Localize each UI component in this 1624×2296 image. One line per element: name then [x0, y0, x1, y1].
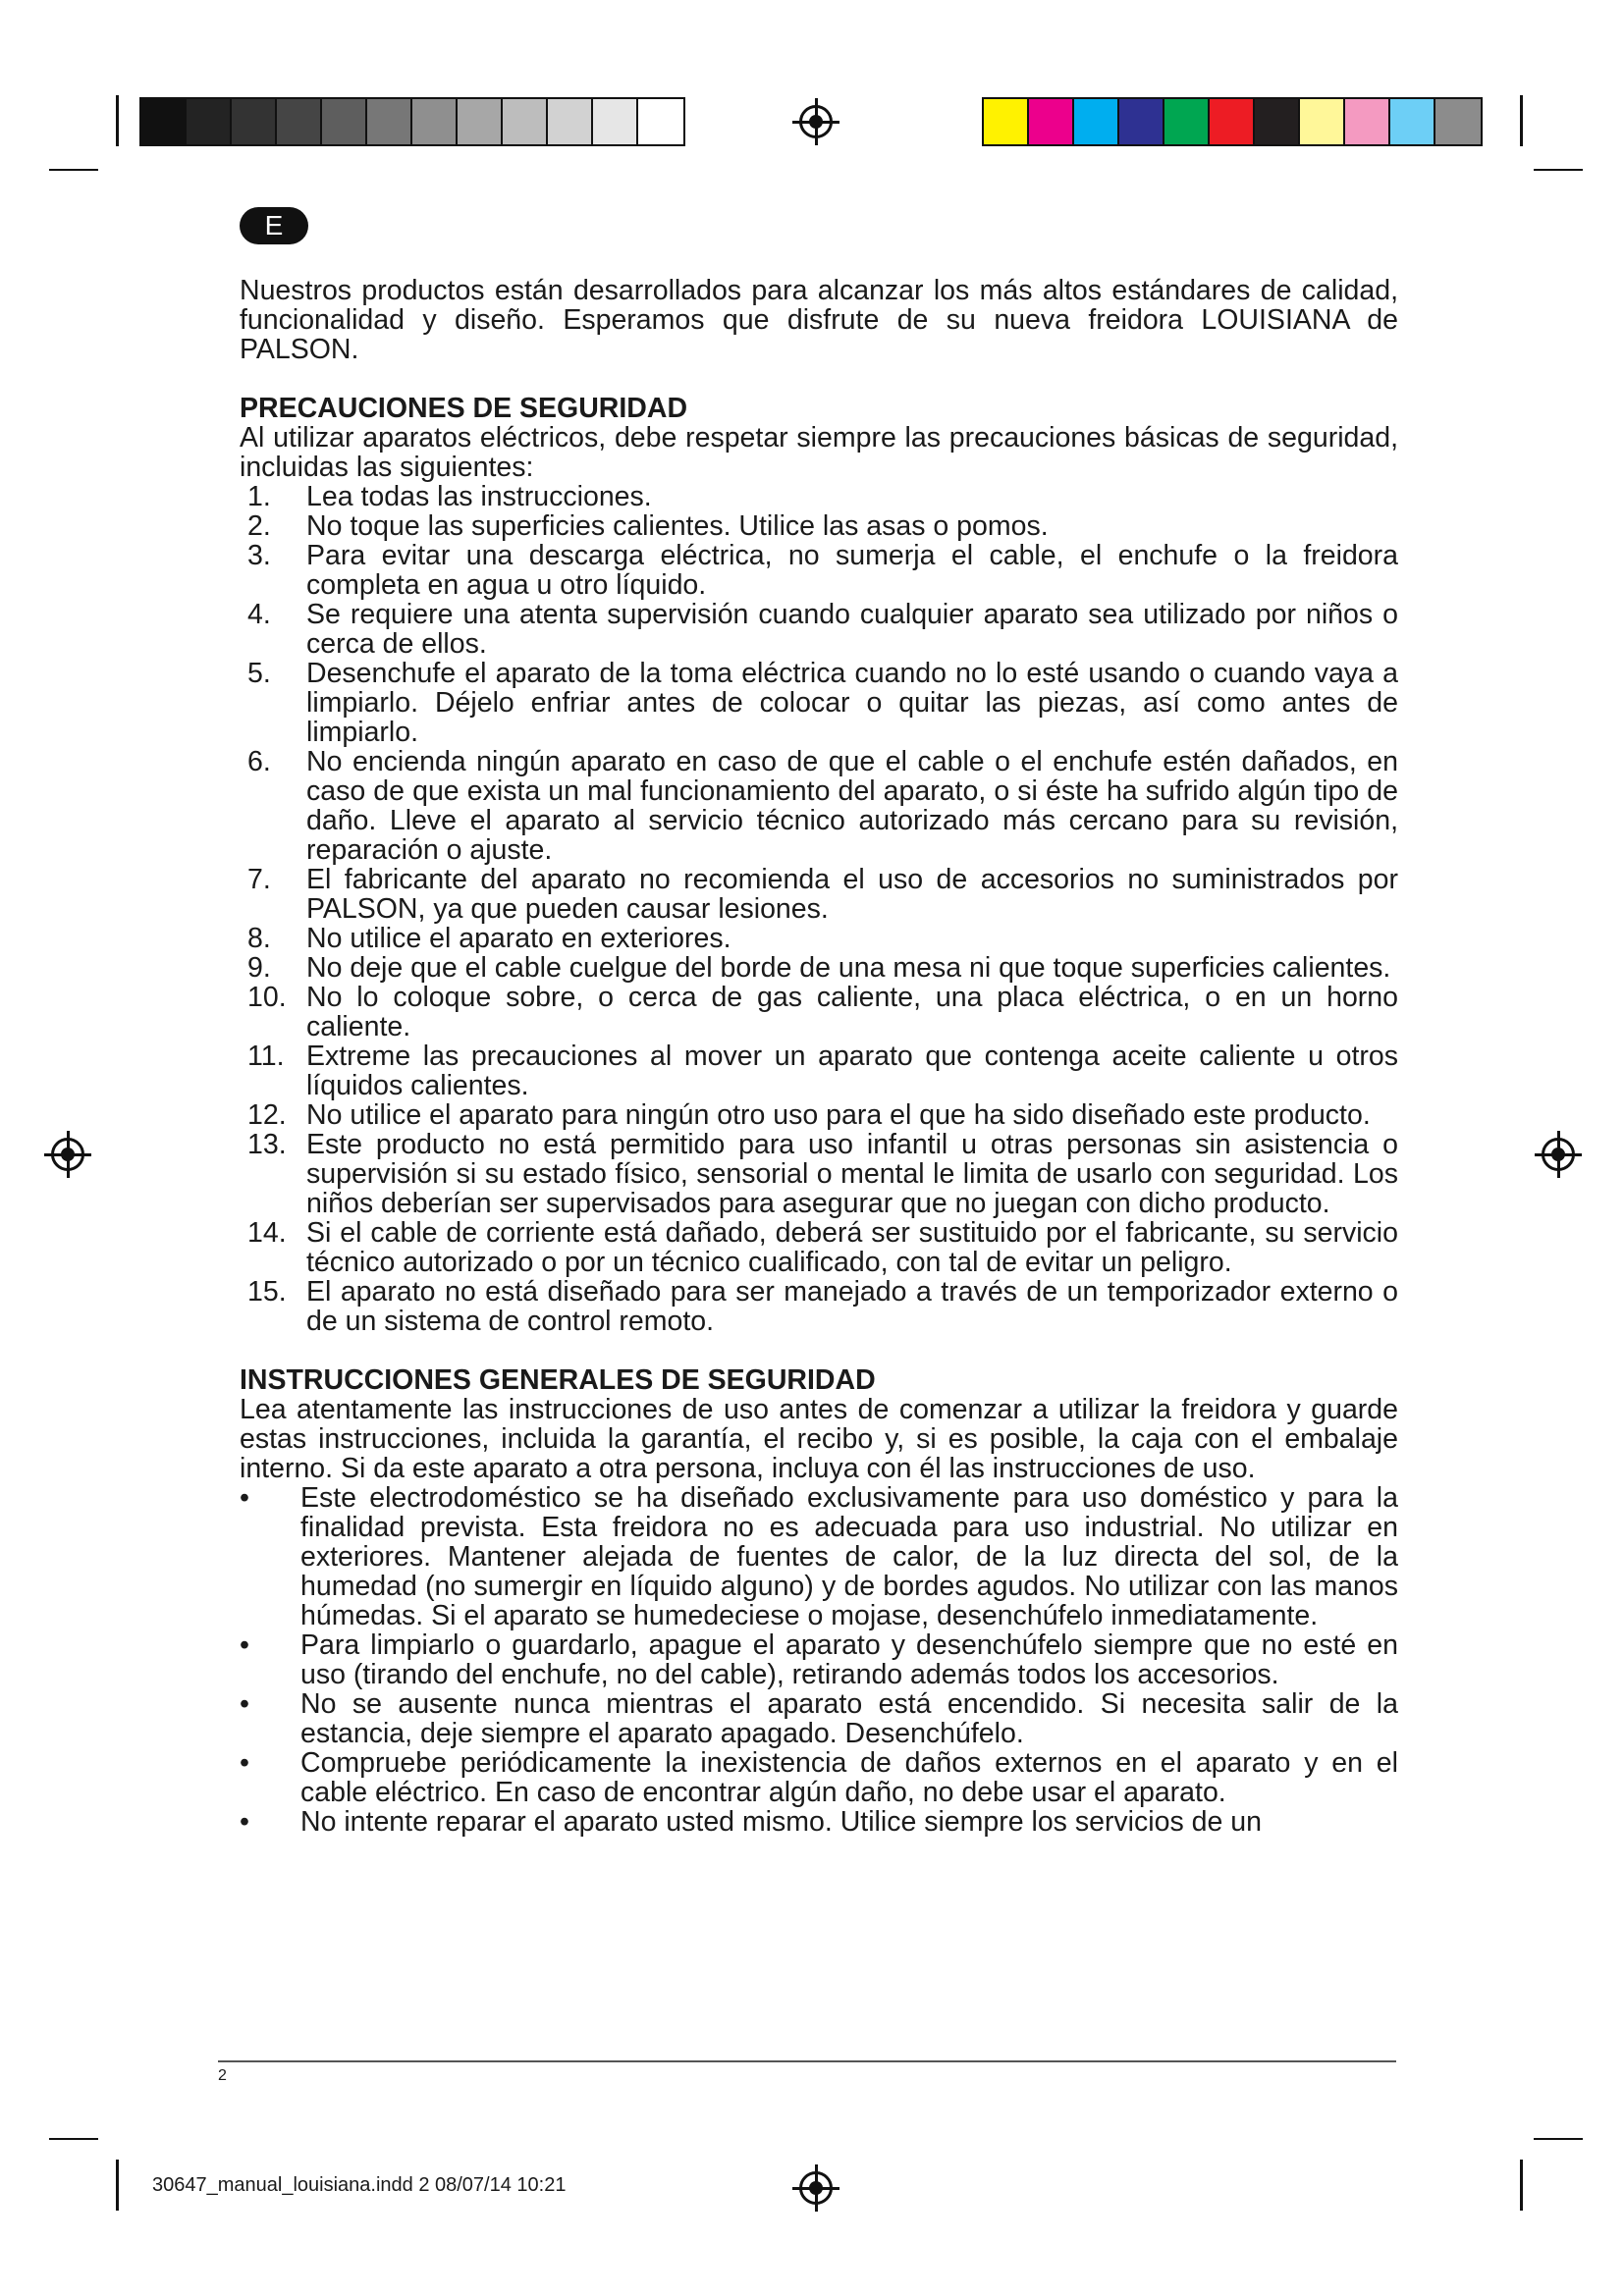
color-swatch: [412, 99, 458, 144]
item-text: No lo coloque sobre, o cerca de gas caliente, una placa eléctrica, o en un horno caliente.: [306, 982, 1398, 1042]
item-text: No utilice el aparato para ningún otro uso para el que ha sido diseñado este producto.: [306, 1099, 1371, 1131]
item-text: Se requiere una atenta supervisión cuando cualquier aparato sea utilizado por niños o cerca de ellos.: [306, 599, 1398, 660]
intro-paragraph: Nuestros productos están desarrollados para alcanzar los más altos estándares de calidad, funcionalidad y diseño. Esperamos que disfrute de su nueva freidora LOUISIANA de PALSON.: [240, 275, 1398, 365]
color-swatch: [1119, 99, 1164, 144]
color-swatch: [638, 99, 683, 144]
item-number: 8.: [247, 923, 271, 954]
item-number: 7.: [247, 864, 271, 895]
item-number: 13.: [247, 1129, 287, 1160]
file-slug: 30647_manual_louisiana.indd 2 08/07/14 10:21: [152, 2174, 567, 2196]
item-text: El aparato no está diseñado para ser manejado a través de un temporizador externo o de un sistema de control remoto.: [306, 1276, 1398, 1337]
color-swatch: [1255, 99, 1300, 144]
precautions-list: [240, 482, 1398, 1336]
item-text: Compruebe periódicamente la inexistencia de daños externos en el aparato y en el cable eléctrico. En caso de encontrar algún daño, no debe usar el aparato.: [300, 1747, 1398, 1808]
color-swatch: [1210, 99, 1255, 144]
color-swatch: [1300, 99, 1345, 144]
item-number: 9.: [247, 952, 271, 984]
item-text: El fabricante del aparato no recomienda el uso de accesorios no suministrados por PALSON, ya que pueden causar lesiones.: [306, 864, 1398, 925]
general-item: [240, 1630, 1398, 1689]
color-swatch: [984, 99, 1029, 144]
color-swatch: [548, 99, 593, 144]
document-body: [240, 276, 1398, 1837]
item-text: No intente reparar el aparato usted mismo. Utilice siempre los servicios de un: [300, 1806, 1262, 1838]
general-lead: Lea atentamente las instrucciones de uso antes de comenzar a utilizar la freidora y guarde estas instrucciones, incluida la garantía, el recibo y, si es posible, la caja con el embalaje interno. Si da este aparato a otra persona, incluya con él las instrucciones de uso.: [240, 1394, 1398, 1484]
registration-mark-icon: [1542, 1138, 1575, 1171]
color-swatch: [187, 99, 232, 144]
item-text: Este electrodoméstico se ha diseñado exclusivamente para uso doméstico y para la finalidad prevista. Esta freidora no es adecuada para uso industrial. No utilizar en exteriores. Mantener alejada de fuentes de calor, de la luz directa del sol, de la humedad (no sumergir en líquido alguno) y de bordes agudos. No utilizar con las manos húmedas. Si el aparato se humedeciese o mojase, desenchúfelo inmediatamente.: [300, 1482, 1398, 1631]
crop-mark: [1534, 2138, 1583, 2140]
precaution-item: [240, 482, 1398, 511]
general-item: [240, 1748, 1398, 1807]
color-swatch: [277, 99, 322, 144]
bullet-icon: •: [240, 1747, 249, 1779]
item-text: Extreme las precauciones al mover un aparato que contenga aceite caliente u otros líquidos calientes.: [306, 1041, 1398, 1101]
precaution-item: [240, 1218, 1398, 1277]
color-swatch: [593, 99, 638, 144]
crop-mark: [1520, 2160, 1523, 2211]
item-text: No deje que el cable cuelgue del borde de una mesa ni que toque superficies calientes.: [306, 952, 1391, 984]
precaution-item: [240, 1100, 1398, 1130]
crop-mark: [116, 2160, 119, 2211]
item-number: 4.: [247, 599, 271, 630]
general-item: [240, 1483, 1398, 1630]
bullet-icon: •: [240, 1688, 249, 1720]
precautions-lead: Al utilizar aparatos eléctricos, debe respetar siempre las precauciones básicas de seguridad, incluidas las siguientes:: [240, 422, 1398, 483]
item-number: 2.: [247, 510, 271, 542]
item-number: 15.: [247, 1276, 287, 1308]
item-number: 14.: [247, 1217, 287, 1249]
registration-mark-icon: [51, 1138, 84, 1171]
general-item: [240, 1807, 1398, 1837]
bullet-icon: •: [240, 1806, 249, 1838]
crop-mark: [49, 2138, 98, 2140]
precaution-item: [240, 1130, 1398, 1218]
crop-mark: [1520, 95, 1523, 146]
item-text: Para limpiarlo o guardarlo, apague el aparato y desenchúfelo siempre que no esté en uso (tirando del enchufe, no del cable), retirando además todos los accesorios.: [300, 1629, 1398, 1690]
color-calibration-bar: [982, 97, 1483, 146]
precautions-heading: PRECAUCIONES DE SEGURIDAD: [240, 393, 688, 424]
registration-mark-icon: [799, 105, 833, 138]
crop-mark: [1534, 169, 1583, 171]
item-number: 11.: [247, 1041, 285, 1072]
general-list: [240, 1483, 1398, 1837]
precaution-item: [240, 511, 1398, 541]
color-swatch: [1390, 99, 1435, 144]
crop-mark: [49, 169, 98, 171]
general-heading: INSTRUCCIONES GENERALES DE SEGURIDAD: [240, 1364, 876, 1396]
item-text: Este producto no está permitido para uso infantil u otras personas sin asistencia o supervisión si su estado físico, sensorial o mental le limita de usarlo con seguridad. Los niños deberían ser supervisados para asegurar que no juegan con dicho producto.: [306, 1129, 1398, 1219]
registration-mark-icon: [799, 2171, 833, 2205]
item-text: No encienda ningún aparato en caso de que el cable o el enchufe estén dañados, en caso de que exista un mal funcionamiento del aparato, o si éste ha sufrido algún tipo de daño. Lleve el aparato al servicio técnico autorizado más cercano para su revisión, reparación o ajuste.: [306, 746, 1398, 866]
precaution-item: [240, 1041, 1398, 1100]
item-text: No se ausente nunca mientras el aparato está encendido. Si necesita salir de la estancia, deje siempre el aparato apagado. Desenchúfelo.: [300, 1688, 1398, 1749]
item-text: Lea todas las instrucciones.: [306, 481, 652, 512]
item-number: 12.: [247, 1099, 287, 1131]
color-swatch: [1074, 99, 1119, 144]
color-swatch: [458, 99, 503, 144]
precaution-item: [240, 924, 1398, 953]
color-swatch: [1164, 99, 1210, 144]
precaution-item: [240, 953, 1398, 983]
item-number: 5.: [247, 658, 271, 689]
item-number: 6.: [247, 746, 271, 777]
precaution-item: [240, 541, 1398, 600]
color-swatch: [141, 99, 187, 144]
bullet-icon: •: [240, 1629, 249, 1661]
item-text: No toque las superficies calientes. Utilice las asas o pomos.: [306, 510, 1049, 542]
item-text: No utilice el aparato en exteriores.: [306, 923, 731, 954]
item-number: 10.: [247, 982, 287, 1013]
precaution-item: [240, 865, 1398, 924]
bullet-icon: •: [240, 1482, 249, 1514]
grayscale-calibration-bar: [139, 97, 685, 146]
color-swatch: [232, 99, 277, 144]
item-text: Para evitar una descarga eléctrica, no sumerja el cable, el enchufe o la freidora completa en agua u otro líquido.: [306, 540, 1398, 601]
footer-rule: [218, 2060, 1396, 2062]
precaution-item: [240, 600, 1398, 659]
precaution-item: [240, 983, 1398, 1041]
color-swatch: [1029, 99, 1074, 144]
item-text: Si el cable de corriente está dañado, deberá ser sustituido por el fabricante, su servicio técnico autorizado o por un técnico cualificado, con tal de evitar un peligro.: [306, 1217, 1398, 1278]
color-swatch: [322, 99, 367, 144]
item-number: 3.: [247, 540, 271, 571]
item-number: 1.: [247, 481, 271, 512]
color-swatch: [1345, 99, 1390, 144]
precaution-item: [240, 1277, 1398, 1336]
precaution-item: [240, 747, 1398, 865]
general-item: [240, 1689, 1398, 1748]
color-swatch: [367, 99, 412, 144]
precaution-item: [240, 659, 1398, 747]
item-text: Desenchufe el aparato de la toma eléctrica cuando no lo esté usando o cuando vaya a limpiarlo. Déjelo enfriar antes de colocar o quitar las piezas, así como antes de limpiarlo.: [306, 658, 1398, 748]
language-badge: E: [240, 207, 308, 244]
color-swatch: [1435, 99, 1481, 144]
color-swatch: [503, 99, 548, 144]
crop-mark: [116, 95, 119, 146]
page-number: 2: [218, 2067, 227, 2084]
